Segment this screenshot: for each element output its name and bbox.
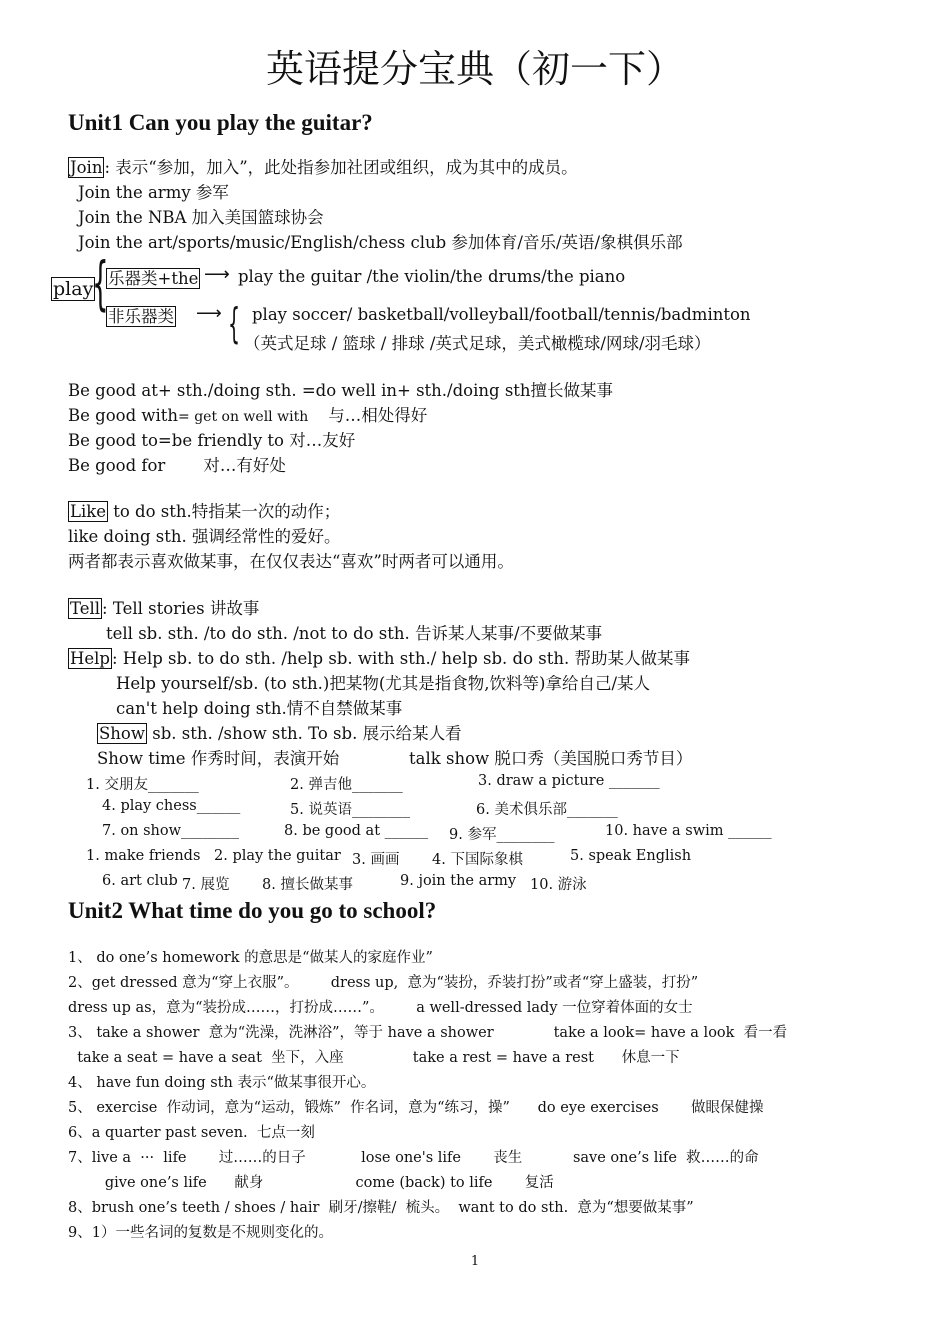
play-category-2-translation: （英式足球 / 篮球 / 排球 /英式足球，美式橄榄球/网球/羽毛球）	[244, 334, 711, 353]
join-example-1: Join the army 参军	[78, 183, 229, 202]
be-good-with	[68, 402, 427, 426]
answer-10: 10. 游泳	[530, 877, 587, 893]
help-keyword: Help	[70, 649, 110, 668]
be-good-for	[68, 452, 286, 476]
arrow-right-icon: ⟶	[204, 264, 230, 285]
unit2-line-11: 8、brush one’s teeth / shoes / hair 刷牙/擦鞋/ 梳头。 want to do sth. 意为“想要做某事”	[68, 1200, 694, 1216]
exercise-4: 4. play chess______	[102, 798, 241, 814]
play-keyword	[51, 278, 95, 300]
help-line-1-text: : Help sb. to do sth. /help sb. with sth./ help sb. do sth. 帮助某人做某事	[112, 649, 691, 668]
show-line-1-text: sb. sth. /show sth. To sb. 展示给某人看	[147, 724, 462, 743]
help-line-2: Help yourself/sb. (to sth.)把某物(尤其是指食物,饮料等)拿给自己/某人	[116, 674, 651, 693]
left-brace-icon: {	[228, 299, 241, 348]
answer-8: 8. 擅长做某事	[262, 877, 353, 893]
answer-6: 6. art club	[102, 873, 178, 889]
answer-5: 5. speak English	[570, 848, 692, 864]
like-line-1-text: to do sth.特指某一次的动作；	[108, 502, 341, 521]
play-category-2	[106, 303, 176, 327]
left-brace-icon: {	[92, 249, 109, 317]
be-good-with-meaning: 与…相处得好	[328, 406, 428, 425]
help-line-3: can't help doing sth.情不自禁做某事	[116, 699, 403, 718]
tell-keyword: Tell	[70, 599, 101, 618]
unit2-line-12: 9、1）一些名词的复数是不规则变化的。	[68, 1225, 333, 1241]
play-category-2-examples: play soccer/ basketball/volleyball/football/tennis/badminton	[252, 305, 751, 324]
show-line-2b: talk show 脱口秀（美国脱口秀节目）	[409, 749, 693, 768]
exercise-10: 10. have a swim ______	[605, 823, 772, 839]
exercise-7: 7. on show________	[102, 823, 240, 839]
answer-1: 1. make friends	[86, 848, 201, 864]
be-good-with-synonym: = get on well with	[178, 409, 309, 425]
answer-7: 7. 展览	[182, 877, 230, 893]
answer-3: 3. 画画	[352, 852, 400, 868]
play-category-2-label: 非乐器类	[108, 307, 174, 326]
exercise-2: 2. 弹吉他_______	[290, 777, 403, 793]
unit2-line-6: 4、 have fun doing sth 表示“做某事很开心。	[68, 1075, 376, 1091]
answer-9: 9. join the army	[400, 873, 517, 889]
play-category-1	[106, 265, 200, 289]
unit2-line-3: dress up as，意为“装扮成……，打扮成……”。 a well-dressed lady 一位穿着体面的女士	[68, 1000, 693, 1016]
answer-4: 4. 下国际象棋	[432, 852, 523, 868]
tell-line-1-text: : Tell stories 讲故事	[102, 599, 260, 618]
like-line-3: 两者都表示喜欢做某事，在仅仅表达“喜欢”时两者可以通用。	[68, 552, 514, 571]
like-keyword: Like	[70, 502, 106, 521]
arrow-right-icon: ⟶	[196, 303, 222, 324]
show-keyword: Show	[99, 724, 145, 743]
show-line-1	[97, 720, 462, 744]
unit2-line-2: 2、get dressed 意为“穿上衣服”。 dress up, 意为“装扮，乔装打扮”或者“穿上盛装，打扮”	[68, 975, 699, 991]
unit2-line-9: 7、live a ··· life 过……的日子 lose one's life 丧生 save one’s life 救……的命	[68, 1150, 759, 1166]
join-def-text: : 表示“参加，加入”，此处指参加社团或组织，成为其中的成员。	[104, 158, 578, 177]
unit2-heading: Unit2 What time do you go to school?	[68, 898, 437, 923]
answer-2: 2. play the guitar	[214, 848, 341, 864]
page-number: 1	[470, 1254, 480, 1269]
be-good-at: Be good at+ sth./doing sth. =do well in+ sth./doing sth擅长做某事	[68, 381, 614, 400]
like-line-2: like doing sth. 强调经常性的爱好。	[68, 527, 341, 546]
exercise-1: 1. 交朋友_______	[86, 777, 199, 793]
tell-line-1	[68, 595, 259, 619]
join-example-2: Join the NBA 加入美国篮球协会	[78, 208, 324, 227]
page-title: 英语提分宝典（初一下）	[265, 47, 684, 91]
exercise-9: 9. 参军________	[449, 827, 555, 843]
play-word: play	[53, 278, 94, 300]
be-good-for-meaning: 对…有好处	[203, 456, 286, 475]
like-line-1	[68, 498, 340, 522]
be-good-with-text: Be good with	[68, 406, 179, 425]
exercise-8: 8. be good at ______	[284, 823, 429, 839]
play-category-1-label: 乐器类+the	[108, 269, 199, 288]
be-good-for-text: Be good for	[68, 456, 166, 475]
join-example-3: Join the art/sports/music/English/chess club 参加体育/音乐/英语/象棋俱乐部	[78, 233, 683, 252]
exercise-6: 6. 美术俱乐部_______	[476, 802, 618, 818]
unit2-line-5: take a seat = have a seat 坐下，入座 take a rest = have a rest 休息一下	[68, 1050, 680, 1066]
unit2-line-10: give one’s life 献身 come (back) to life 复活	[68, 1175, 554, 1191]
exercise-3: 3. draw a picture _______	[478, 773, 660, 789]
unit2-line-8: 6、a quarter past seven. 七点一刻	[68, 1125, 315, 1141]
join-keyword: Join	[70, 158, 103, 177]
tell-line-2: tell sb. sth. /to do sth. /not to do sth. 告诉某人某事/不要做某事	[106, 624, 603, 643]
unit2-line-4: 3、 take a shower 意为“洗澡，洗淋浴”，等于 have a shower take a look= have a look 看一看	[68, 1025, 788, 1041]
unit1-heading: Unit1 Can you play the guitar?	[68, 110, 373, 135]
join-definition	[68, 154, 578, 178]
unit2-line-1: 1、 do one’s homework 的意思是“做某人的家庭作业”	[68, 950, 433, 966]
exercise-5: 5. 说英语________	[290, 802, 410, 818]
unit2-line-7: 5、 exercise 作动词，意为“运动，锻炼” 作名词，意为“练习，操” do eye exercises 做眼保健操	[68, 1100, 764, 1116]
play-category-1-examples: play the guitar /the violin/the drums/the piano	[238, 267, 626, 286]
be-good-to: Be good to=be friendly to 对…友好	[68, 431, 356, 450]
show-line-2a: Show time 作秀时间，表演开始	[97, 749, 340, 768]
help-line-1	[68, 645, 690, 669]
